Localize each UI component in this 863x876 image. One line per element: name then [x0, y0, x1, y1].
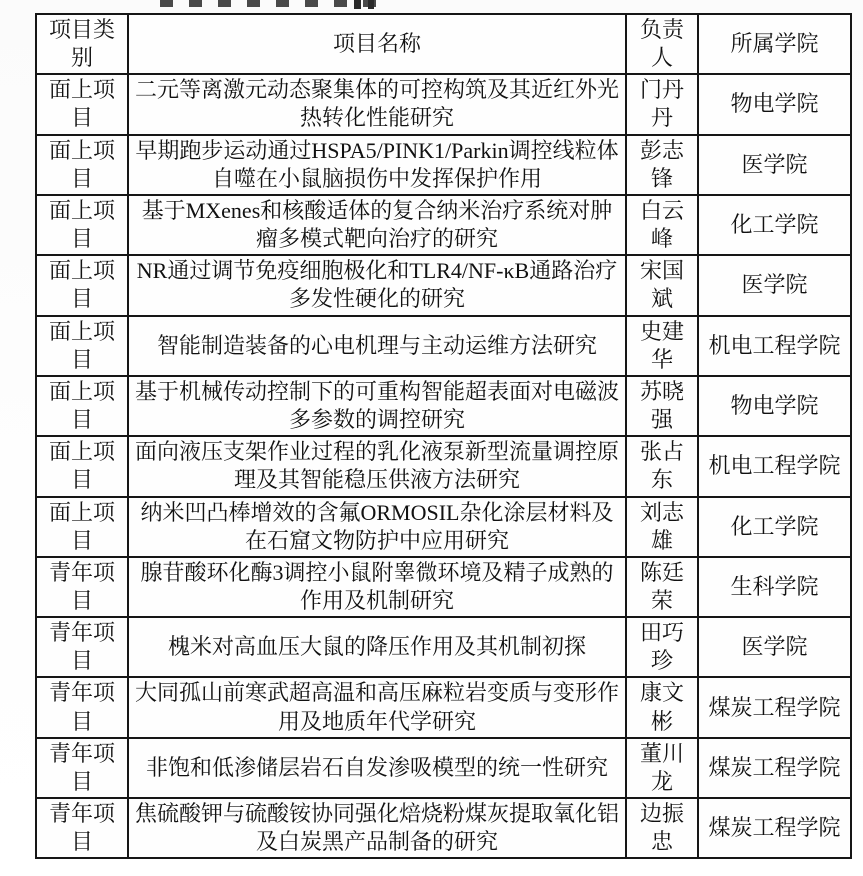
cell-category: 青年项目 [36, 798, 128, 858]
cell-project-name: 面向液压支架作业过程的乳化液泵新型流量调控原理及其智能稳压供液方法研究 [128, 436, 626, 496]
cell-category: 面上项目 [36, 316, 128, 376]
cell-leader: 陈廷荣 [626, 557, 698, 617]
table-row [36, 436, 851, 496]
table-row [36, 135, 851, 195]
cell-leader: 边振忠 [626, 798, 698, 858]
header-category: 项目类别 [36, 14, 128, 74]
cell-project-name: 二元等离激元动态聚集体的可控构筑及其近红外光热转化性能研究 [128, 74, 626, 134]
table-row [36, 316, 851, 376]
cropped-title-remnant [160, 0, 378, 7]
cell-leader: 白云峰 [626, 195, 698, 255]
table-row [36, 557, 851, 617]
cell-project-name: 槐米对高血压大鼠的降压作用及其机制初探 [128, 617, 626, 677]
table-row [36, 255, 851, 315]
cell-leader: 张占东 [626, 436, 698, 496]
cell-category: 面上项目 [36, 255, 128, 315]
cell-college: 煤炭工程学院 [698, 677, 851, 737]
cell-project-name: 早期跑步运动通过HSPA5/PINK1/Parkin调控线粒体自噬在小鼠脑损伤中发挥保护作用 [128, 135, 626, 195]
cell-category: 青年项目 [36, 677, 128, 737]
table-row [36, 74, 851, 134]
cell-leader: 刘志雄 [626, 497, 698, 557]
cell-category: 青年项目 [36, 557, 128, 617]
cell-college: 机电工程学院 [698, 436, 851, 496]
header-college: 所属学院 [698, 14, 851, 74]
cell-category: 面上项目 [36, 376, 128, 436]
cell-leader: 康文彬 [626, 677, 698, 737]
cell-college: 化工学院 [698, 195, 851, 255]
cell-college: 机电工程学院 [698, 316, 851, 376]
cell-category: 面上项目 [36, 436, 128, 496]
cell-project-name: 非饱和低渗储层岩石自发渗吸模型的统一性研究 [128, 738, 626, 798]
cell-college: 生科学院 [698, 557, 851, 617]
cell-project-name: 基于MXenes和核酸适体的复合纳米治疗系统对肿瘤多模式靶向治疗的研究 [128, 195, 626, 255]
cell-category: 青年项目 [36, 738, 128, 798]
cell-leader: 宋国斌 [626, 255, 698, 315]
cropped-title-remnant-extra [354, 0, 374, 9]
table-row [36, 497, 851, 557]
cell-college: 煤炭工程学院 [698, 738, 851, 798]
table-row [36, 677, 851, 737]
cell-project-name: 智能制造装备的心电机理与主动运维方法研究 [128, 316, 626, 376]
table-header-row [36, 14, 851, 74]
cell-leader: 门丹丹 [626, 74, 698, 134]
projects-table [35, 13, 852, 859]
cell-category: 青年项目 [36, 617, 128, 677]
header-name: 项目名称 [128, 14, 626, 74]
cell-project-name: 基于机械传动控制下的可重构智能超表面对电磁波多参数的调控研究 [128, 376, 626, 436]
cell-category: 面上项目 [36, 497, 128, 557]
table-row [36, 738, 851, 798]
cell-category: 面上项目 [36, 135, 128, 195]
cell-project-name: 腺苷酸环化酶3调控小鼠附睾微环境及精子成熟的作用及机制研究 [128, 557, 626, 617]
table-row [36, 195, 851, 255]
cell-leader: 彭志锋 [626, 135, 698, 195]
table-row [36, 798, 851, 858]
cell-project-name: NR通过调节免疫细胞极化和TLR4/NF-κB通路治疗多发性硬化的研究 [128, 255, 626, 315]
cell-college: 物电学院 [698, 74, 851, 134]
cell-project-name: 大同孤山前寒武超高温和高压麻粒岩变质与变形作用及地质年代学研究 [128, 677, 626, 737]
cell-college: 物电学院 [698, 376, 851, 436]
table-row [36, 376, 851, 436]
cell-college: 煤炭工程学院 [698, 798, 851, 858]
cell-college: 化工学院 [698, 497, 851, 557]
cell-project-name: 焦硫酸钾与硫酸铵协同强化焙烧粉煤灰提取氧化铝及白炭黑产品制备的研究 [128, 798, 626, 858]
cell-category: 面上项目 [36, 74, 128, 134]
cell-leader: 田巧珍 [626, 617, 698, 677]
cell-leader: 史建华 [626, 316, 698, 376]
cell-category: 面上项目 [36, 195, 128, 255]
cell-leader: 董川龙 [626, 738, 698, 798]
cell-college: 医学院 [698, 135, 851, 195]
cell-college: 医学院 [698, 255, 851, 315]
cell-college: 医学院 [698, 617, 851, 677]
cell-leader: 苏晓强 [626, 376, 698, 436]
cell-project-name: 纳米凹凸棒增效的含氟ORMOSIL杂化涂层材料及在石窟文物防护中应用研究 [128, 497, 626, 557]
table-row [36, 617, 851, 677]
header-leader: 负责人 [626, 14, 698, 74]
